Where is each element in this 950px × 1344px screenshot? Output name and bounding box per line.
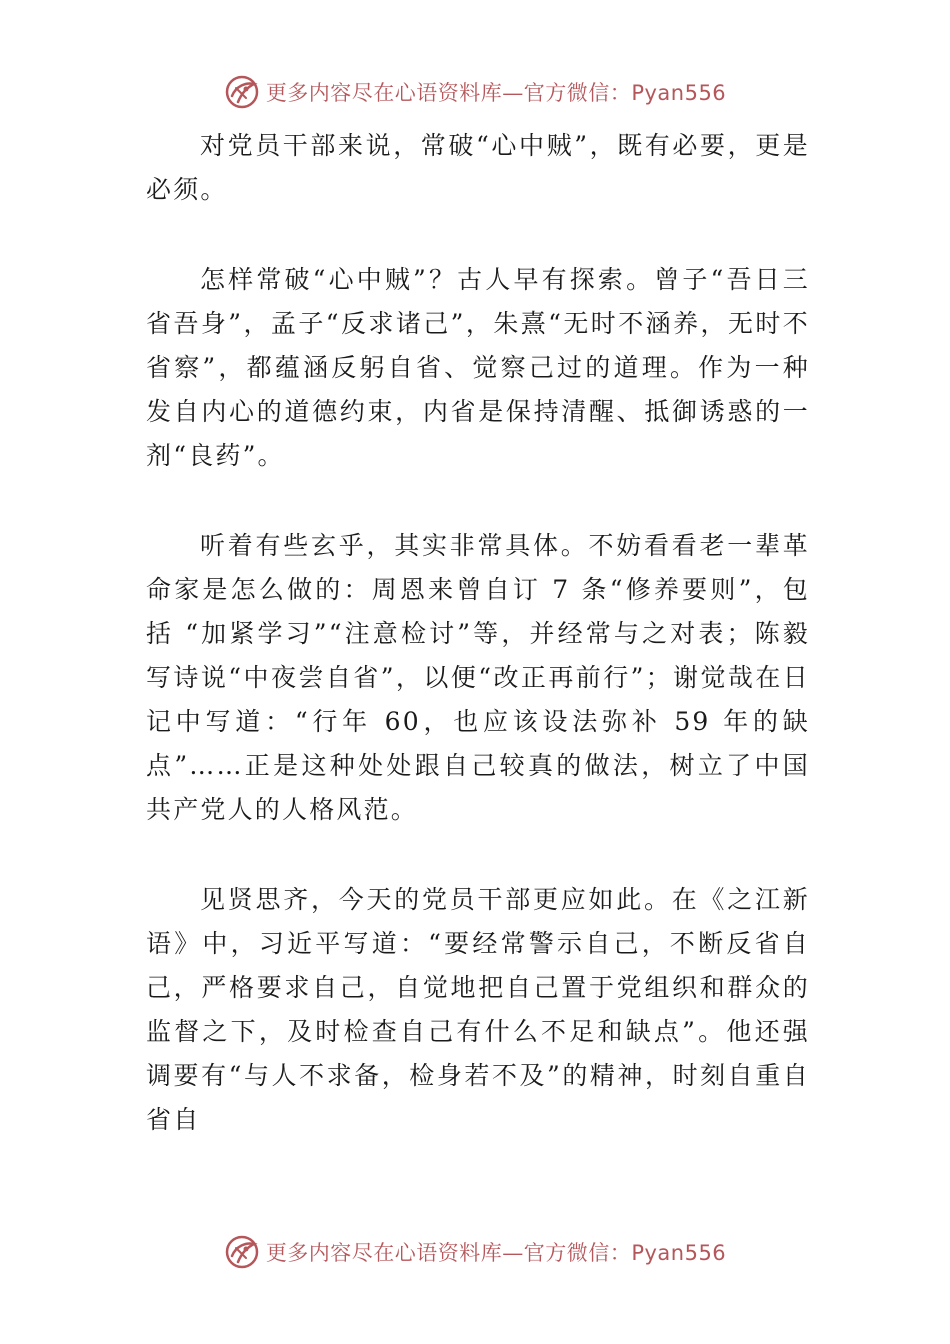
paragraph-3: 听着有些玄乎，其实非常具体。不妨看看老一辈革命家是怎么做的：周恩来曾自订 7 条“修养要则”，包括 “加紧学习”“注意检讨”等，并经常与之对表；陈毅写诗说“中夜尝自省”，以便“改正再前行”；谢觉哉在日记中写道：“行年 60，也应该设法弥补 59 年的缺点”……正是这种处处跟自己较真的做法，树立了中国共产党人的人格风范。 [146,531,810,824]
paragraph-4: 见贤思齐，今天的党员干部更应如此。在《之江新语》中，习近平写道：“要经常警示自己，不断反省自己，严格要求自己，自觉地把自己置于党组织和群众的监督之下，及时检查自己有什么不足和缺点”。他还强调要有“与人不求备，检身若不及”的精神，时刻自重自省自 [146,885,810,1134]
brand-logo-icon [224,1234,260,1270]
header-banner-text [266,77,726,107]
header-banner [0,72,950,112]
footer-banner-label: 更多内容尽在心语资料库—官方微信： [265,1241,632,1265]
footer-wechat-id: Pyan556 [631,1241,727,1265]
paragraph-2: 怎样常破“心中贼”？古人早有探索。曾子“吾日三省吾身”，孟子“反求诸己”，朱熹“无时不涵养，无时不省察”，都蕴涵反躬自省、觉察己过的道理。作为一种发自内心的道德约束，内省是保持清醒、抵御诱惑的一剂“良药”。 [146,265,810,470]
header-wechat-id: Pyan556 [631,81,727,105]
header-banner-label: 更多内容尽在心语资料库—官方微信： [265,81,632,105]
footer-banner-text [266,1237,726,1267]
article-body [146,124,810,1188]
footer-banner [0,1232,950,1272]
brand-logo-icon [224,74,260,110]
paragraph-1: 对党员干部来说，常破“心中贼”，既有必要，更是必须。 [146,131,810,204]
